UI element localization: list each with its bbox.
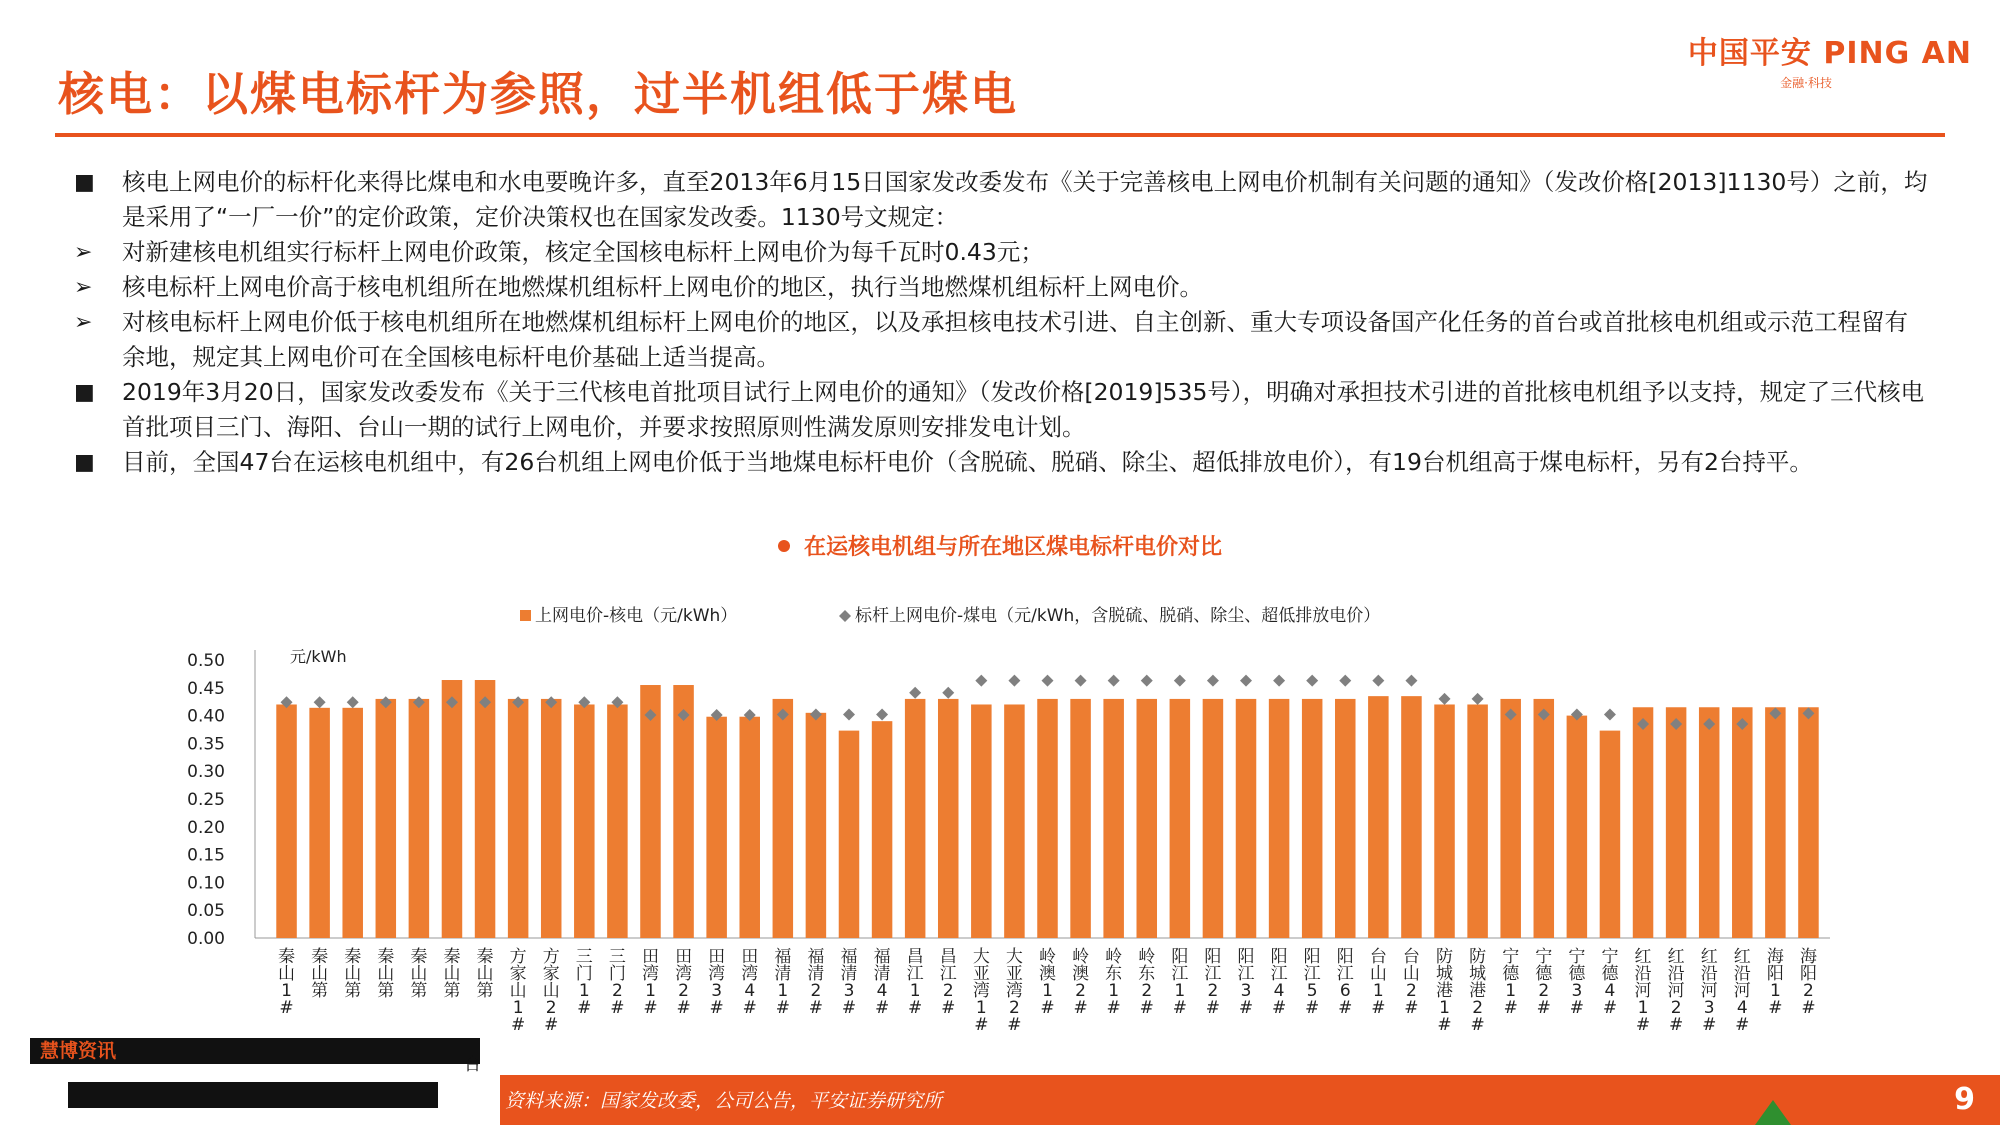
y-tick-label: 0.05	[187, 901, 225, 922]
y-axis-unit-label: 元/kWh	[290, 647, 347, 666]
x-tick-label: 福清 3 #	[840, 947, 858, 1018]
bar-nuclear-price	[1798, 707, 1819, 938]
watermark-brand: 慧博资讯	[40, 1040, 117, 1062]
x-tick-label: 阳江 4 #	[1270, 947, 1288, 1018]
marker-coal-benchmark	[843, 708, 855, 720]
bar-nuclear-price	[806, 713, 827, 938]
bar-nuclear-price	[1070, 699, 1091, 938]
logo-text: 中国平安 PING AN	[1687, 36, 1972, 71]
page-title: 核电：以煤电标杆为参照，过半机组低于煤电	[58, 67, 1018, 121]
x-tick-label: 秦山第	[377, 947, 395, 1001]
bar-nuclear-price	[839, 731, 860, 938]
bar-nuclear-price	[673, 685, 694, 938]
marker-coal-benchmark	[942, 687, 954, 699]
y-tick-label: 0.35	[187, 734, 225, 755]
bullet-mark: ➢	[74, 240, 93, 265]
y-tick-label: 0.15	[187, 845, 225, 866]
ping-an-logo	[1688, 28, 1972, 91]
y-tick-label: 0.40	[187, 706, 225, 727]
bar-nuclear-price	[1103, 699, 1124, 938]
bar-nuclear-price	[1037, 699, 1058, 938]
y-tick-label: 0.10	[187, 873, 225, 894]
chart-title-text: 在运核电机组与所在地区煤电标杆电价对比	[803, 535, 1222, 560]
marker-coal-benchmark	[314, 696, 326, 708]
marker-coal-benchmark	[1439, 693, 1451, 705]
marker-coal-benchmark	[1042, 675, 1054, 687]
y-tick-label: 0.25	[187, 790, 225, 810]
bar-nuclear-price	[1600, 731, 1621, 938]
marker-coal-benchmark	[1273, 675, 1285, 687]
watermark-tail: 台	[464, 1055, 481, 1075]
x-tick-label: 秦山 1 #	[278, 947, 296, 1018]
bar-nuclear-price	[706, 717, 727, 938]
bar-nuclear-price	[1269, 699, 1290, 938]
bar-nuclear-price	[1567, 716, 1588, 938]
bar-nuclear-price	[607, 704, 628, 938]
legend-bar-label: 上网电价-核电（元/kWh）	[535, 606, 738, 626]
bullet-mark: ➢	[74, 310, 93, 335]
bar-nuclear-price	[1633, 707, 1654, 938]
bar-nuclear-price	[276, 704, 297, 938]
bullet-text: 核电上网电价的标杆化来得比煤电和水电要晚许多，直至2013年6月15日国家发改委发布《关于完善核电上网电价机制有关问题的通知》（发改价格[2013]1130号）之前，均是采用了“一厂一价”的定价政策，定价决策权也在国家发改委。1130号文规定：	[122, 168, 1928, 231]
x-tick-label: 红沿河 3 #	[1700, 947, 1718, 1035]
legend-marker-swatch	[839, 610, 851, 622]
bar-nuclear-price	[1500, 699, 1521, 938]
x-tick-label: 红沿河 2 #	[1667, 947, 1685, 1035]
bar-nuclear-price	[1302, 699, 1323, 938]
bullet-text: 核电标杆上网电价高于核电机组所在地燃煤机组标杆上网电价的地区，执行当地燃煤机组标杆上网电价。	[122, 273, 1203, 301]
bullet-text: 对核电标杆上网电价低于核电机组所在地燃煤机组标杆上网电价的地区，以及承担核电技术引进、自主创新、重大专项设备国产化任务的首台或首批核电机组或示范工程留有余地，规定其上网电价可在全国核电标杆电价基础上适当提高。	[122, 308, 1908, 371]
x-tick-label: 福清 1 #	[774, 947, 792, 1018]
x-tick-label: 阳江 3 #	[1237, 947, 1255, 1018]
bar-nuclear-price	[1004, 704, 1025, 938]
bar-nuclear-price	[309, 708, 330, 938]
bullet-item	[70, 165, 1930, 235]
x-tick-label: 宁德 1 #	[1502, 947, 1520, 1018]
bar-nuclear-price	[971, 704, 992, 938]
x-tick-label: 宁德 4 #	[1601, 947, 1619, 1018]
y-tick-label: 0.00	[187, 929, 225, 949]
x-tick-label: 宁德 2 #	[1535, 947, 1553, 1018]
marker-coal-benchmark	[1141, 675, 1153, 687]
x-tick-label: 阳江 2 #	[1204, 947, 1222, 1018]
bullet-text: 2019年3月20日，国家发改委发布《关于三代核电首批项目试行上网电价的通知》（发改价格[2019]535号），明确对承担技术引进的首批核电机组予以支持，规定了三代核电首批项目三门、海阳、台山一期的试行上网电价，并要求按照原则性满发原则安排发电计划。	[122, 378, 1925, 441]
y-tick-label: 0.45	[187, 678, 225, 699]
legend-marker-label: 标杆上网电价-煤电（元/kWh，含脱硫、脱硝、除尘、超低排放电价）	[855, 606, 1381, 626]
x-tick-label: 海阳 2 #	[1799, 947, 1817, 1018]
x-tick-label: 福清 4 #	[873, 947, 891, 1018]
marker-coal-benchmark	[1604, 708, 1616, 720]
y-tick-label: 0.30	[187, 762, 225, 783]
page-number: 9	[1954, 1082, 1975, 1117]
x-tick-label: 方家山 2 #	[542, 947, 560, 1035]
bullet-list	[70, 165, 1930, 480]
bar-nuclear-price	[1534, 699, 1555, 938]
bar-nuclear-price	[1401, 696, 1422, 938]
marker-coal-benchmark	[1472, 693, 1484, 705]
x-tick-label: 福清 2 #	[807, 947, 825, 1018]
x-tick-label: 田湾 3 #	[708, 947, 726, 1018]
x-tick-label: 秦山第	[410, 947, 428, 1001]
x-tick-label: 防城港 2 #	[1469, 947, 1487, 1035]
y-tick-label: 0.20	[187, 817, 225, 838]
marker-coal-benchmark	[1306, 675, 1318, 687]
bar-nuclear-price	[475, 680, 496, 938]
source-note: 资料来源：国家发改委，公司公告，平安证券研究所	[505, 1090, 943, 1112]
marker-coal-benchmark	[876, 708, 888, 720]
tree-icon	[1755, 1100, 1791, 1125]
x-tick-label: 秦山第	[311, 947, 329, 1001]
bullet-mark: ■	[74, 170, 95, 195]
bar-nuclear-price	[1236, 699, 1257, 938]
x-tick-label: 海阳 1 #	[1766, 947, 1784, 1018]
bullet-text: 目前，全国47台在运核电机组中，有26台机组上网电价低于当地煤电标杆电价（含脱硫、脱硝、除尘、超低排放电价），有19台机组高于煤电标杆，另有2台持平。	[122, 448, 1813, 476]
bar-nuclear-price	[1170, 699, 1191, 938]
chart-title	[0, 530, 2000, 561]
marker-coal-benchmark	[1075, 675, 1087, 687]
bar-nuclear-price	[1732, 707, 1753, 938]
bullet-item	[70, 235, 1930, 270]
bar-nuclear-price	[508, 699, 529, 938]
x-tick-label: 阳江 6 #	[1336, 947, 1354, 1018]
bar-nuclear-price	[409, 699, 430, 938]
bar-nuclear-price	[905, 699, 926, 938]
watermark-banner	[30, 1038, 480, 1064]
bar-nuclear-price	[1699, 707, 1720, 938]
marker-coal-benchmark	[1339, 675, 1351, 687]
x-tick-label: 红沿河 1 #	[1634, 947, 1652, 1035]
x-tick-label: 红沿河 4 #	[1733, 947, 1751, 1035]
title-divider	[55, 133, 1945, 137]
marker-coal-benchmark	[909, 687, 921, 699]
bar-nuclear-price	[442, 680, 463, 938]
bar-nuclear-price	[773, 699, 794, 938]
bullet-mark: ■	[74, 450, 95, 475]
bar-nuclear-price	[342, 708, 363, 938]
bar-nuclear-price	[574, 704, 595, 938]
marker-coal-benchmark	[1008, 675, 1020, 687]
bar-nuclear-price	[872, 721, 893, 938]
x-tick-label: 方家山 1 #	[509, 947, 527, 1035]
bar-nuclear-price	[640, 685, 661, 938]
y-tick-label: 0.50	[187, 651, 225, 671]
x-tick-label: 田湾 4 #	[741, 947, 759, 1018]
marker-coal-benchmark	[1108, 675, 1120, 687]
x-tick-label: 昌江 2 #	[939, 947, 957, 1018]
bar-nuclear-price	[1434, 704, 1455, 938]
bar-nuclear-price	[1368, 696, 1389, 938]
x-tick-label: 大亚湾 2 #	[1005, 947, 1023, 1035]
x-tick-label: 岭东 2 #	[1138, 947, 1156, 1018]
bar-nuclear-price	[541, 699, 562, 938]
bar-nuclear-price	[1765, 707, 1786, 938]
x-tick-label: 昌江 1 #	[906, 947, 924, 1018]
marker-coal-benchmark	[1372, 675, 1384, 687]
x-tick-label: 田湾 2 #	[675, 947, 693, 1018]
legend-bar-swatch	[520, 610, 531, 621]
x-tick-label: 防城港 1 #	[1436, 947, 1454, 1035]
bar-nuclear-price	[1335, 699, 1356, 938]
bar-nuclear-price	[739, 717, 760, 938]
marker-coal-benchmark	[1405, 675, 1417, 687]
bar-nuclear-price	[1203, 699, 1224, 938]
x-tick-label: 三门 1 #	[575, 947, 593, 1018]
x-tick-label: 台山 1 #	[1369, 947, 1387, 1018]
title-dot-icon	[778, 540, 790, 552]
marker-coal-benchmark	[1240, 675, 1252, 687]
bullet-item	[70, 270, 1930, 305]
x-tick-label: 岭东 1 #	[1105, 947, 1123, 1018]
x-tick-label: 台山 2 #	[1402, 947, 1420, 1018]
marker-coal-benchmark	[347, 696, 359, 708]
x-tick-label: 岭澳 2 #	[1072, 947, 1090, 1018]
bar-nuclear-price	[376, 699, 397, 938]
bar-nuclear-price	[1136, 699, 1157, 938]
marker-coal-benchmark	[1174, 675, 1186, 687]
price-comparison-chart	[0, 590, 2000, 1040]
x-tick-label: 秦山第	[476, 947, 494, 1001]
logo-subtext: 金融·科技	[1780, 76, 1832, 90]
x-tick-label: 岭澳 1 #	[1039, 947, 1056, 1018]
bullet-item	[70, 375, 1930, 445]
x-tick-label: 大亚湾 1 #	[972, 947, 990, 1035]
bullet-text: 对新建核电机组实行标杆上网电价政策，核定全国核电标杆上网电价为每千瓦时0.43元；	[122, 238, 1044, 266]
x-tick-label: 阳江 1 #	[1171, 947, 1189, 1018]
x-tick-label: 宁德 3 #	[1568, 947, 1586, 1018]
marker-coal-benchmark	[1207, 675, 1219, 687]
bullet-item	[70, 445, 1930, 480]
x-tick-label: 阳江 5 #	[1303, 947, 1321, 1018]
bar-nuclear-price	[1467, 704, 1488, 938]
x-tick-label: 田湾 1 #	[641, 947, 659, 1018]
x-tick-label: 秦山第	[344, 947, 362, 1001]
bar-nuclear-price	[1666, 707, 1687, 938]
x-tick-label: 三门 2 #	[608, 947, 626, 1018]
bullet-mark: ➢	[74, 275, 93, 300]
bullet-mark: ■	[74, 380, 95, 405]
bar-nuclear-price	[938, 699, 959, 938]
marker-coal-benchmark	[975, 675, 987, 687]
bullet-item	[70, 305, 1930, 375]
watermark-redaction	[68, 1082, 438, 1108]
x-tick-label: 秦山第	[443, 947, 461, 1001]
